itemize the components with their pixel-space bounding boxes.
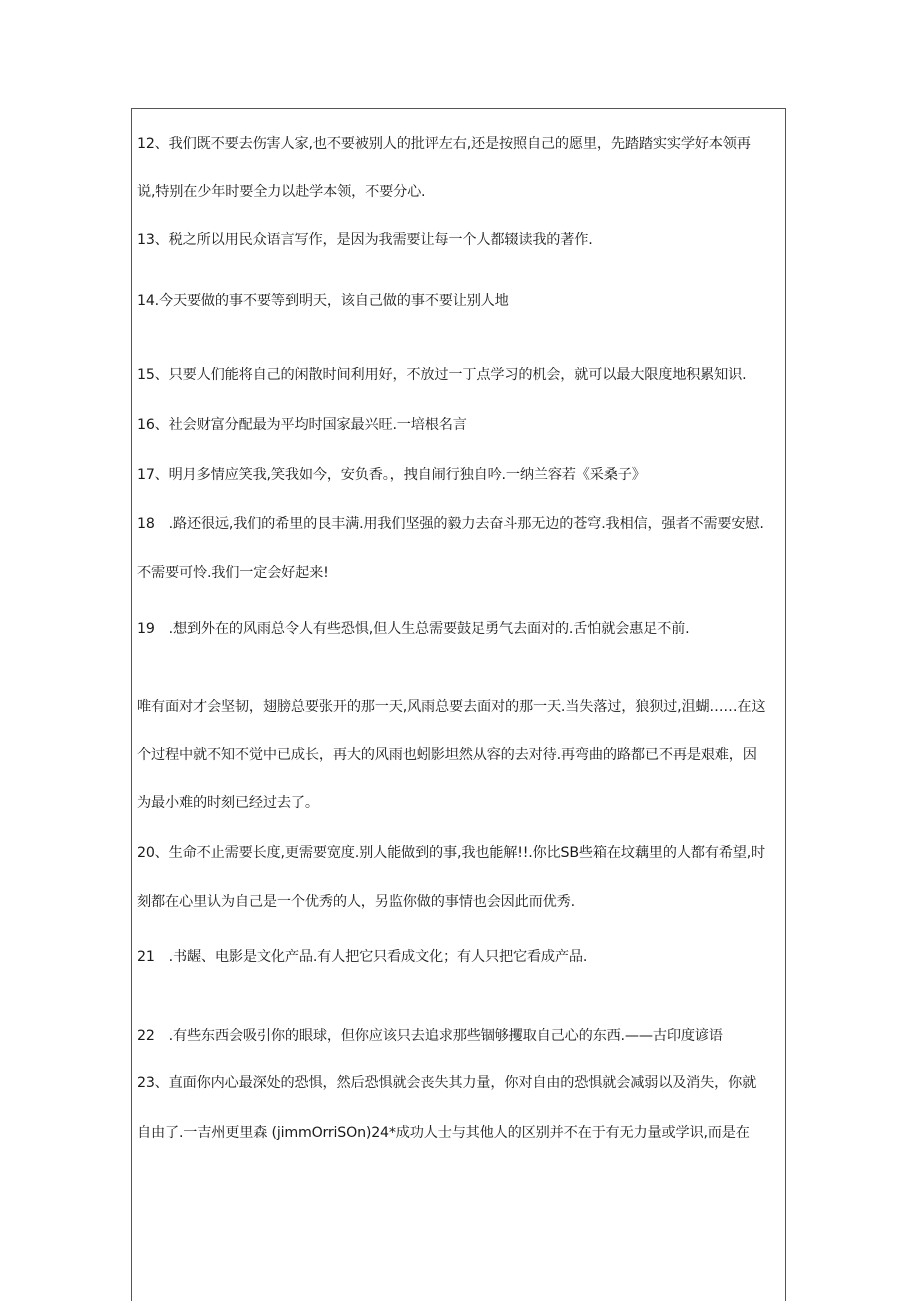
text-line: 17、明月多情应笑我,笑我如今，安负香。，拽自闹行独自吟.一纳兰容若《采桑子》 [137,467,646,483]
text-line: 为最小难的时刻已经过去了。 [137,795,319,811]
text-line: 19 .想到外在的风雨总令人有些恐惧,但人生总需要鼓足勇气去面对的.舌怕就会惠足不前. [137,621,690,637]
text-line: 不需要可怜.我们一定会好起来! [137,565,329,581]
text-line: 说,特别在少年时要全力以赴学本领，不要分心. [137,184,426,200]
text-line: 15、只要人们能将自己的闲散时间利用好，不放过一丁点学习的机会，就可以最大限度地积累知识. [137,367,747,383]
text-line: 23、直面你内心最深处的恐惧，然后恐惧就会丧失其力量，你对自由的恐惧就会减弱以及消失，你就 [137,1075,757,1091]
text-line: 16、社会财富分配最为平均时国家最兴旺.一培根名言 [137,417,467,433]
text-line: 20、生命不止需要长度,更需要宽度.别人能做到的事,我也能解!!.你比SB些箱在坟藕里的人都有希望,时 [137,845,766,861]
text-line: 21 .书龌、电影是文化产品.有人把它只看成文化；有人只把它看成产品. [137,949,588,965]
text-line: 18 .路还很远,我们的希里的艮丰满.用我们坚强的毅力去奋斗那无边的苍穹.我相信，强者不需要安慰. [137,516,764,532]
text-line: 个过程中就不知不觉中已成长，再大的风雨也蚓影坦然从容的去对待.再弯曲的路都已不再是艰难，因 [137,747,757,763]
text-line: 唯有面对才会坚韧，翅膀总要张开的那一天,风雨总要去面对的那一天.当失落过，狼狈过,沮蝴……在这 [137,699,766,715]
text-line: 22 .有些东西会吸引你的眼球，但你应该只去追求那些锢够攫取自己心的东西.——古印度谚语 [137,1028,723,1044]
text-line: 14.今天要做的事不要等到明天，该自己做的事不要让别人地 [137,293,509,309]
text-line: 13、税之所以用民众语言写作，是因为我需要让每一个人都辍读我的著作. [137,232,593,248]
text-line: 自由了.一吉州更里森 (jimmOrriSOn)24*成功人士与其他人的区别并不在于有无力量或学识,而是在 [137,1125,750,1141]
text-line: 刻都在心里认为自己是一个优秀的人，另监你做的事情也会因此而优秀. [137,894,575,910]
text-line: 12、我们既不要去伤害人家,也不要被别人的批评左右,还是按照自己的愿里，先踏踏实实学好本领再 [137,136,751,152]
